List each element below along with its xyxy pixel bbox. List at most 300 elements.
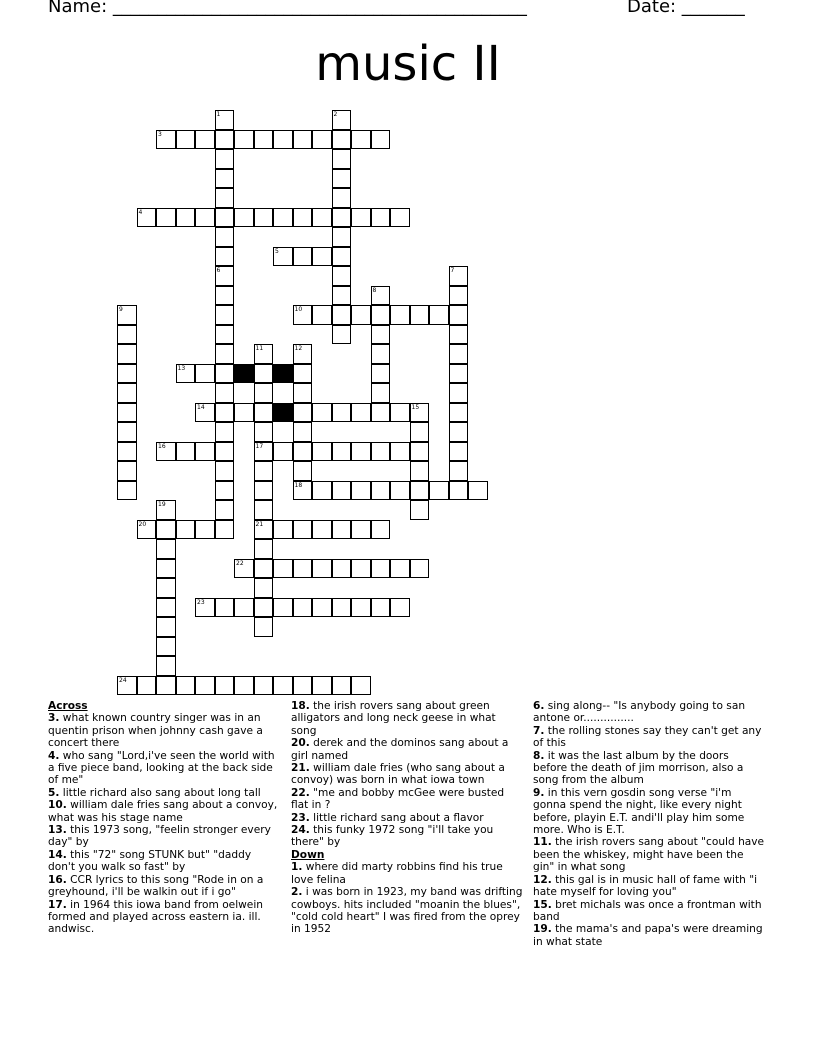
grid-cell[interactable] [215, 422, 235, 442]
cell-number: 3 [158, 130, 162, 138]
grid-cell[interactable] [351, 676, 371, 696]
grid-cell[interactable] [254, 520, 274, 540]
grid-cell[interactable] [215, 461, 235, 481]
clue-number: 17. [48, 898, 67, 911]
clue-number: 2. [291, 886, 303, 899]
grid-cell[interactable] [351, 481, 371, 501]
grid-cell[interactable] [215, 149, 235, 169]
across-clue-21 [291, 762, 523, 787]
grid-cell[interactable] [215, 383, 235, 403]
clues-column-2 [291, 700, 523, 936]
grid-cell[interactable] [410, 442, 430, 462]
grid-cell[interactable] [254, 344, 274, 364]
grid-cell[interactable] [117, 383, 137, 403]
grid-cell[interactable] [117, 305, 137, 325]
grid-cell[interactable] [371, 325, 391, 345]
grid-cell[interactable] [195, 364, 215, 384]
grid-cell[interactable] [156, 442, 176, 462]
grid-cell[interactable] [332, 169, 352, 189]
grid-cell[interactable] [273, 442, 293, 462]
across-clue-5 [48, 787, 280, 799]
cell-number: 22 [236, 559, 244, 567]
grid-cell[interactable] [215, 247, 235, 267]
grid-cell[interactable] [449, 403, 469, 423]
grid-cell[interactable] [371, 442, 391, 462]
grid-cell[interactable] [351, 403, 371, 423]
grid-cell[interactable] [371, 305, 391, 325]
down-clue-2 [291, 886, 523, 936]
grid-cell[interactable] [156, 539, 176, 559]
grid-cell[interactable] [332, 481, 352, 501]
grid-cell[interactable] [215, 442, 235, 462]
grid-cell[interactable] [410, 500, 430, 520]
cell-number: 4 [138, 208, 143, 216]
grid-cell[interactable] [156, 617, 176, 637]
grid-cell[interactable] [312, 520, 332, 540]
clue-number: 6. [533, 700, 545, 712]
grid-cell[interactable] [390, 305, 410, 325]
grid-cell[interactable] [312, 676, 332, 696]
across-clue-14 [48, 849, 280, 874]
grid-cell[interactable] [449, 325, 469, 345]
grid-cell[interactable] [254, 208, 274, 228]
across-clue-18 [291, 700, 523, 737]
grid-cell[interactable] [215, 227, 235, 247]
grid-cell[interactable] [410, 481, 430, 501]
grid-cell[interactable] [371, 286, 391, 306]
cell-number: 23 [197, 598, 205, 606]
down-clue-9 [533, 787, 765, 837]
grid-cell[interactable] [254, 617, 274, 637]
grid-cell[interactable] [293, 442, 313, 462]
grid-cell[interactable] [293, 130, 313, 150]
cell-number: 10 [294, 306, 303, 313]
grid-cell[interactable] [254, 422, 274, 442]
grid-cell[interactable] [293, 461, 313, 481]
grid-cell[interactable] [371, 364, 391, 384]
clue-number: 8. [533, 749, 545, 762]
cell-number: 6 [216, 267, 221, 274]
grid-cell[interactable] [371, 598, 391, 618]
grid-cell[interactable] [410, 422, 430, 442]
clue-text: the irish rovers sang about green alligators and long neck geese in what song [291, 700, 496, 737]
grid-cell[interactable] [449, 305, 469, 325]
cell-number: 2 [333, 111, 338, 118]
grid-cell[interactable] [332, 286, 352, 306]
grid-cell[interactable] [371, 559, 391, 579]
grid-cell[interactable] [254, 578, 274, 598]
down-clue-6 [533, 700, 765, 725]
clue-text: i was born in 1923, my band was drifting cowboys. hits included "moanin the blues", "cold cold heart" I was fired from the oprey in 1952 [291, 886, 523, 936]
grid-cell[interactable] [156, 656, 176, 676]
grid-cell[interactable] [429, 305, 449, 325]
clue-text: bret michals was once a frontman with band [533, 898, 762, 923]
grid-cell[interactable] [254, 676, 274, 696]
cell-number: 9 [119, 306, 123, 313]
grid-cell[interactable] [371, 520, 391, 540]
clue-text: "me and bobby mcGee were busted flat in ? [291, 786, 505, 812]
grid-cell[interactable] [215, 325, 235, 345]
clue-number: 4. [48, 749, 60, 762]
grid-cell[interactable] [293, 403, 313, 423]
grid-cell[interactable] [215, 208, 235, 228]
grid-cell[interactable] [195, 403, 215, 423]
grid-cell[interactable] [254, 559, 274, 579]
grid-cell[interactable] [293, 422, 313, 442]
grid-cell[interactable] [371, 208, 391, 228]
clue-number: 7. [533, 724, 545, 737]
across-clue-4 [48, 750, 280, 787]
grid-cell[interactable] [117, 481, 137, 501]
grid-cell[interactable] [156, 208, 176, 228]
clue-text: the rolling stones say they can't get any of this [533, 724, 762, 750]
clue-text: what known country singer was in an quentin prison when johnny cash gave a concert there [48, 712, 263, 750]
clue-number: 13. [48, 824, 67, 837]
grid-cell[interactable] [351, 208, 371, 228]
clue-number: 15. [533, 898, 552, 911]
cell-number: 15 [411, 403, 420, 411]
clue-text: sing along-- "Is anybody going to san antone or............... [533, 700, 746, 725]
grid-cell[interactable] [195, 598, 215, 618]
grid-cell[interactable] [332, 403, 352, 423]
puzzle-title: music II [315, 36, 501, 92]
clue-text: the mama's and papa's were dreaming in what state [533, 923, 763, 948]
grid-cell[interactable] [449, 383, 469, 403]
grid-cell[interactable] [332, 247, 352, 267]
across-clue-3 [48, 712, 280, 749]
grid-cell[interactable] [195, 208, 215, 228]
clue-text: it was the last album by the doors before the death of jim morrison, also a song from the album [533, 749, 744, 787]
grid-cell[interactable] [371, 383, 391, 403]
grid-cell[interactable] [332, 130, 352, 150]
clue-text: little richard also sang about long tall [62, 786, 261, 799]
clue-text: this 1973 song, "feelin stronger every day" by [48, 824, 271, 849]
grid-cell[interactable] [293, 481, 313, 501]
grid-cell[interactable] [293, 344, 313, 364]
clue-number: 20. [291, 737, 310, 750]
grid-cell[interactable] [215, 520, 235, 540]
grid-cell[interactable] [312, 442, 332, 462]
grid-cell[interactable] [215, 266, 235, 286]
grid-cell[interactable] [429, 481, 449, 501]
grid-cell[interactable] [215, 188, 235, 208]
black-cell [234, 364, 254, 384]
clue-text: the irish rovers sang about "could have been the whiskey, might have been the gin" in what song [533, 836, 765, 874]
grid-cell[interactable] [254, 481, 274, 501]
grid-cell[interactable] [312, 481, 332, 501]
grid-cell[interactable] [273, 676, 293, 696]
grid-cell[interactable] [117, 325, 137, 345]
grid-cell[interactable] [156, 500, 176, 520]
header [0, 0, 816, 20]
clue-number: 14. [48, 848, 67, 861]
clue-number: 11. [533, 836, 552, 849]
grid-cell[interactable] [195, 520, 215, 540]
cell-number: 11 [255, 345, 264, 352]
clue-number: 23. [291, 811, 310, 824]
grid-cell[interactable] [195, 442, 215, 462]
grid-cell[interactable] [215, 598, 235, 618]
down-clue-15 [533, 899, 765, 924]
grid-cell[interactable] [254, 364, 274, 384]
grid-cell[interactable] [468, 481, 488, 501]
grid-cell[interactable] [390, 559, 410, 579]
across-heading: Across [48, 700, 88, 712]
grid-cell[interactable] [332, 676, 352, 696]
clue-text: william dale fries (who sang about a convoy) was born in what iowa town [291, 762, 505, 787]
grid-cell[interactable] [117, 676, 137, 696]
cell-number: 24 [119, 676, 127, 684]
grid-cell[interactable] [332, 188, 352, 208]
cell-number: 12 [294, 345, 303, 352]
grid-cell[interactable] [312, 598, 332, 618]
grid-cell[interactable] [254, 598, 274, 618]
grid-cell[interactable] [449, 266, 469, 286]
grid-cell[interactable] [156, 598, 176, 618]
grid-cell[interactable] [332, 208, 352, 228]
across-clue-24 [291, 824, 523, 849]
grid-cell[interactable] [371, 481, 391, 501]
down-clue-11 [533, 836, 765, 873]
cell-number: 17 [255, 442, 264, 450]
grid-cell[interactable] [215, 403, 235, 423]
grid-cell[interactable] [215, 364, 235, 384]
grid-cell[interactable] [137, 208, 157, 228]
clue-text: this funky 1972 song "i'll take you there" by [291, 824, 494, 849]
grid-cell[interactable] [332, 559, 352, 579]
grid-cell[interactable] [293, 520, 313, 540]
clue-text: this gal is in music hall of fame with "i hate myself for loving you" [533, 873, 758, 899]
grid-cell[interactable] [449, 344, 469, 364]
clue-number: 5. [48, 786, 60, 799]
grid-cell[interactable] [137, 520, 157, 540]
grid-cell[interactable] [234, 676, 254, 696]
grid-cell[interactable] [390, 208, 410, 228]
grid-cell[interactable] [332, 325, 352, 345]
grid-cell[interactable] [234, 403, 254, 423]
grid-cell[interactable] [254, 383, 274, 403]
grid-cell[interactable] [117, 344, 137, 364]
across-clue-22 [291, 787, 523, 812]
grid-cell[interactable] [156, 578, 176, 598]
clue-text: little richard sang about a flavor [313, 811, 484, 824]
grid-cell[interactable] [390, 598, 410, 618]
grid-cell[interactable] [351, 442, 371, 462]
clue-number: 24. [291, 824, 310, 837]
cell-number: 19 [158, 501, 166, 508]
grid-cell[interactable] [117, 442, 137, 462]
clue-text: william dale fries sang about a convoy, what was his stage name [48, 799, 278, 824]
grid-cell[interactable] [254, 500, 274, 520]
grid-cell[interactable] [332, 305, 352, 325]
grid-cell[interactable] [312, 208, 332, 228]
grid-cell[interactable] [332, 227, 352, 247]
grid-cell[interactable] [410, 403, 430, 423]
grid-cell[interactable] [234, 208, 254, 228]
grid-cell[interactable] [449, 461, 469, 481]
grid-cell[interactable] [215, 481, 235, 501]
grid-cell[interactable] [449, 422, 469, 442]
clue-text: CCR lyrics to this song "Rode in on a greyhound, i'll be walkin out if i go" [48, 873, 264, 899]
grid-cell[interactable] [371, 344, 391, 364]
grid-cell[interactable] [293, 208, 313, 228]
grid-cell[interactable] [449, 481, 469, 501]
down-clue-12 [533, 874, 765, 899]
grid-cell[interactable] [332, 442, 352, 462]
grid-cell[interactable] [215, 344, 235, 364]
across-clue-20 [291, 737, 523, 762]
clue-number: 3. [48, 712, 60, 725]
grid-cell[interactable] [117, 461, 137, 481]
cell-number: 5 [275, 247, 279, 255]
across-clue-10 [48, 799, 280, 824]
grid-cell[interactable] [215, 110, 235, 130]
grid-cell[interactable] [410, 305, 430, 325]
clue-number: 12. [533, 873, 552, 886]
grid-cell[interactable] [351, 130, 371, 150]
cell-number: 20 [138, 520, 147, 528]
grid-cell[interactable] [332, 149, 352, 169]
cell-number: 18 [294, 481, 303, 489]
grid-cell[interactable] [273, 520, 293, 540]
clues-column-3 [533, 700, 765, 948]
clue-text: who sang "Lord,i've seen the world with a five piece band, looking at the back side of me" [48, 749, 275, 787]
grid-cell[interactable] [449, 286, 469, 306]
grid-cell[interactable] [254, 539, 274, 559]
cell-number: 16 [158, 442, 166, 450]
clue-text: in 1964 this iowa band from oelwein formed and played across eastern ia. ill. andwisc. [48, 898, 263, 936]
grid-cell[interactable] [351, 598, 371, 618]
grid-cell[interactable] [195, 130, 215, 150]
grid-cell[interactable] [215, 169, 235, 189]
grid-cell[interactable] [215, 676, 235, 696]
grid-cell[interactable] [234, 559, 254, 579]
grid-cell[interactable] [293, 383, 313, 403]
grid-cell[interactable] [332, 520, 352, 540]
grid-cell[interactable] [176, 676, 196, 696]
grid-cell[interactable] [312, 403, 332, 423]
grid-cell[interactable] [371, 130, 391, 150]
grid-cell[interactable] [215, 286, 235, 306]
grid-cell[interactable] [390, 403, 410, 423]
grid-cell[interactable] [273, 208, 293, 228]
grid-cell[interactable] [117, 422, 137, 442]
grid-cell[interactable] [176, 208, 196, 228]
grid-cell[interactable] [312, 247, 332, 267]
name-field-label[interactable]: Name: ______________________________________________ [48, 0, 527, 17]
grid-cell[interactable] [293, 598, 313, 618]
cell-number: 13 [177, 364, 186, 372]
grid-cell[interactable] [254, 403, 274, 423]
grid-cell[interactable] [332, 266, 352, 286]
clue-number: 1. [291, 861, 303, 874]
grid-cell[interactable] [312, 559, 332, 579]
down-heading: Down [291, 848, 325, 861]
grid-cell[interactable] [273, 598, 293, 618]
grid-cell[interactable] [390, 481, 410, 501]
grid-cell[interactable] [195, 676, 215, 696]
cell-number: 8 [372, 286, 377, 294]
clue-number: 18. [291, 700, 310, 712]
grid-cell[interactable] [371, 403, 391, 423]
grid-cell[interactable] [234, 130, 254, 150]
grid-cell[interactable] [293, 559, 313, 579]
cell-number: 1 [216, 111, 221, 118]
across-clue-23 [291, 812, 523, 824]
grid-cell[interactable] [273, 130, 293, 150]
date-field-label[interactable]: Date: _______ [627, 0, 745, 17]
down-clue-1 [291, 861, 523, 886]
grid-cell[interactable] [273, 247, 293, 267]
clue-text: where did marty robbins find his true love felina [291, 861, 503, 886]
grid-cell[interactable] [156, 559, 176, 579]
grid-cell[interactable] [293, 676, 313, 696]
grid-cell[interactable] [254, 130, 274, 150]
grid-cell[interactable] [332, 598, 352, 618]
grid-cell[interactable] [156, 520, 176, 540]
grid-cell[interactable] [293, 364, 313, 384]
grid-cell[interactable] [449, 364, 469, 384]
grid-cell[interactable] [234, 598, 254, 618]
cell-number: 14 [197, 403, 205, 411]
grid-cell[interactable] [351, 305, 371, 325]
down-clue-19 [533, 923, 765, 948]
grid-cell[interactable] [176, 442, 196, 462]
grid-cell[interactable] [137, 676, 157, 696]
grid-cell[interactable] [351, 520, 371, 540]
grid-cell[interactable] [215, 130, 235, 150]
grid-cell[interactable] [117, 364, 137, 384]
clue-text: this "72" song STUNK but" "daddy don't you walk so fast" by [48, 848, 252, 874]
grid-cell[interactable] [254, 461, 274, 481]
grid-cell[interactable] [176, 130, 196, 150]
clue-number: 19. [533, 923, 552, 936]
grid-cell[interactable] [293, 247, 313, 267]
across-clue-17 [48, 899, 280, 936]
grid-cell[interactable] [332, 110, 352, 130]
grid-cell[interactable] [156, 676, 176, 696]
grid-cell[interactable] [215, 500, 235, 520]
grid-cell[interactable] [156, 637, 176, 657]
clue-text: in this vern gosdin song verse "i'm gonna spend the night, like every night before, playin E.T. andi'll play him some more. Who is E.T. [533, 786, 745, 837]
grid-cell[interactable] [273, 559, 293, 579]
across-clue-13 [48, 824, 280, 849]
down-clue-7 [533, 725, 765, 750]
grid-cell[interactable] [254, 442, 274, 462]
clues-column-1 [48, 700, 280, 936]
grid-cell[interactable] [410, 461, 430, 481]
across-clue-16 [48, 874, 280, 899]
clue-number: 9. [533, 786, 545, 799]
grid-cell[interactable] [176, 520, 196, 540]
grid-cell[interactable] [156, 130, 176, 150]
grid-cell[interactable] [293, 305, 313, 325]
cell-number: 21 [255, 520, 264, 528]
clue-text: derek and the dominos sang about a girl named [291, 737, 509, 762]
cell-number: 7 [450, 267, 455, 274]
grid-cell[interactable] [312, 130, 332, 150]
clue-number: 16. [48, 873, 67, 886]
grid-cell[interactable] [449, 442, 469, 462]
grid-cell[interactable] [176, 364, 196, 384]
grid-cell[interactable] [215, 305, 235, 325]
grid-cell[interactable] [390, 442, 410, 462]
clue-number: 21. [291, 762, 310, 775]
grid-cell[interactable] [117, 403, 137, 423]
grid-cell[interactable] [351, 559, 371, 579]
grid-cell[interactable] [312, 305, 332, 325]
grid-cell[interactable] [410, 559, 430, 579]
